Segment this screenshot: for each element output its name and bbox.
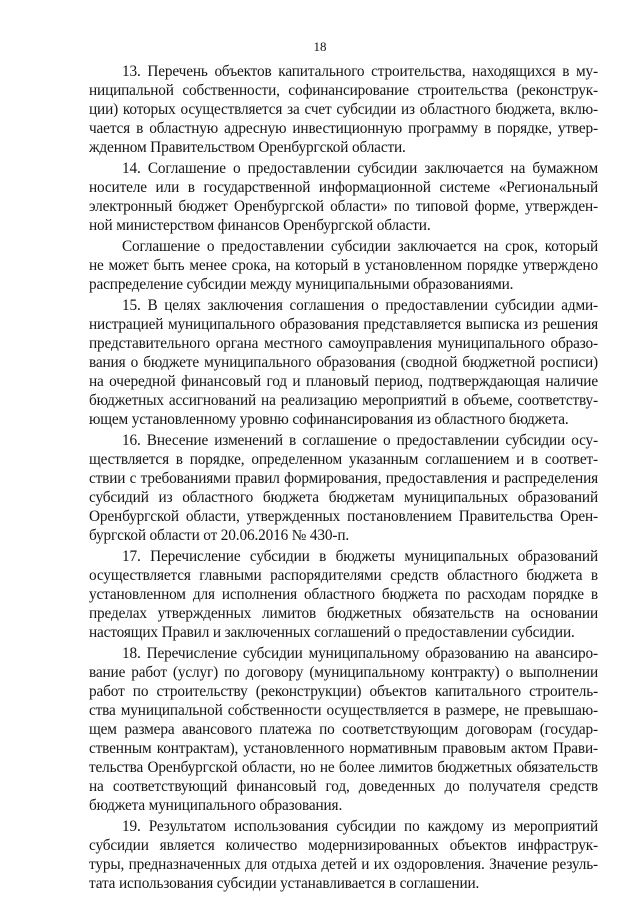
- text-line: на очередной финансовый год и плановый период, подтверждающая наличие: [89, 373, 598, 390]
- text-line: Оренбургской области, утвержденных постановлением Правительства Орен-: [89, 508, 598, 525]
- text-line: установленном для исполнения областного бюджета по расходам порядке в: [89, 586, 598, 603]
- paragraph: [89, 431, 598, 545]
- text-line: вание работ (услуг) по договору (муниципальному контракту) о выполнении: [89, 664, 598, 681]
- text-line: ющем установленному уровню софинансирования из областного бюджета.: [89, 411, 569, 428]
- text-line: жденном Правительством Оренбургской области.: [89, 139, 406, 156]
- text-line: ства муниципальной собственности осуществляется в размере, не превышаю-: [89, 702, 598, 719]
- text-line: 14. Соглашение о предоставлении субсидии заключается на бумажном: [122, 160, 598, 177]
- text-line: Соглашение о предоставлении субсидии заключается на срок, который: [122, 238, 598, 255]
- page-number: 18: [313, 39, 327, 54]
- paragraph: [89, 62, 598, 157]
- text-line: тельства Оренбургской области, но не более лимитов бюджетных обязательств: [89, 759, 598, 776]
- text-line: носителе или в государственной информационной системе «Региональный: [89, 179, 598, 196]
- text-line: бюджета муниципального образования.: [89, 797, 343, 814]
- text-line: щем размера авансового платежа по соответствующим договорам (государ-: [89, 721, 598, 738]
- text-line: 16. Внесение изменений в соглашение о предоставлении субсидии осу-: [122, 432, 598, 449]
- text-line: туры, предназначенных для отдыха детей и их оздоровления. Значение резуль-: [89, 856, 598, 873]
- text-line: на соответствующий финансовый год, доведенных до получателя средств: [89, 778, 598, 795]
- text-line: представительного органа местного самоуправления муниципального образо-: [89, 335, 598, 352]
- paragraph: [89, 644, 598, 815]
- text-line: ственным контрактам), установленного нормативным правовым актом Прави-: [89, 740, 598, 757]
- paragraph: [89, 547, 598, 642]
- document-body: [89, 62, 598, 895]
- text-line: 15. В целях заключения соглашения о предоставлении субсидии адми-: [122, 297, 598, 314]
- text-line: работ по строительству (реконструкции) объектов капитального строитель-: [89, 683, 598, 700]
- text-line: 13. Перечень объектов капитального строительства, находящихся в му-: [122, 63, 598, 80]
- text-line: электронный бюджет Оренбургской области» по типовой форме, утвержден-: [89, 198, 598, 215]
- paragraph: [89, 817, 598, 893]
- text-line: ществляется в порядке, определенном указанным соглашением и в соответ-: [89, 451, 598, 468]
- text-line: пределах утвержденных лимитов бюджетных обязательств на основании: [89, 605, 598, 622]
- text-line: субсидии является количество модернизированных объектов инфраструк-: [89, 837, 598, 854]
- text-line: 18. Перечисление субсидии муниципальному образованию на авансиро-: [122, 645, 598, 662]
- text-line: бюджетных ассигнований на реализацию мероприятий в объеме, соответству-: [89, 392, 598, 409]
- paragraph: [89, 296, 598, 429]
- text-line: осуществляется главными распорядителями средств областного бюджета в: [89, 567, 598, 584]
- text-line: вания о бюджете муниципального образования (сводной бюджетной росписи): [89, 354, 598, 371]
- text-line: бургской области от 20.06.2016 № 430-п.: [89, 527, 350, 544]
- text-line: не может быть менее срока, на который в установленном порядке утверждено: [89, 257, 598, 274]
- text-line: ной министерством финансов Оренбургской области.: [89, 217, 431, 234]
- text-line: 19. Результатом использования субсидии по каждому из мероприятий: [122, 818, 598, 835]
- text-line: 17. Перечисление субсидии в бюджеты муниципальных образований: [122, 548, 598, 565]
- text-line: настоящих Правил и заключенных соглашений о предоставлении субсидии.: [89, 624, 575, 641]
- text-line: ствии с требованиями правил формирования, предоставления и распределения: [89, 470, 598, 487]
- paragraph: [89, 159, 598, 235]
- text-line: субсидий из областного бюджета бюджетам муниципальных образований: [89, 489, 598, 506]
- paragraph: [89, 237, 598, 294]
- text-line: нистрацией муниципального образования представляется выписка из решения: [89, 316, 598, 333]
- text-line: ции) которых осуществляется за счет субсидии из областного бюджета, вклю-: [89, 101, 598, 118]
- text-line: чается в областную адресную инвестиционную программу в порядке, утвер-: [89, 120, 598, 137]
- text-line: распределение субсидии между муниципальными образованиями.: [89, 276, 514, 293]
- text-line: ниципальной собственности, софинансирование строительства (реконструк-: [89, 82, 598, 99]
- text-line: тата использования субсидии устанавливается в соглашении.: [89, 875, 480, 892]
